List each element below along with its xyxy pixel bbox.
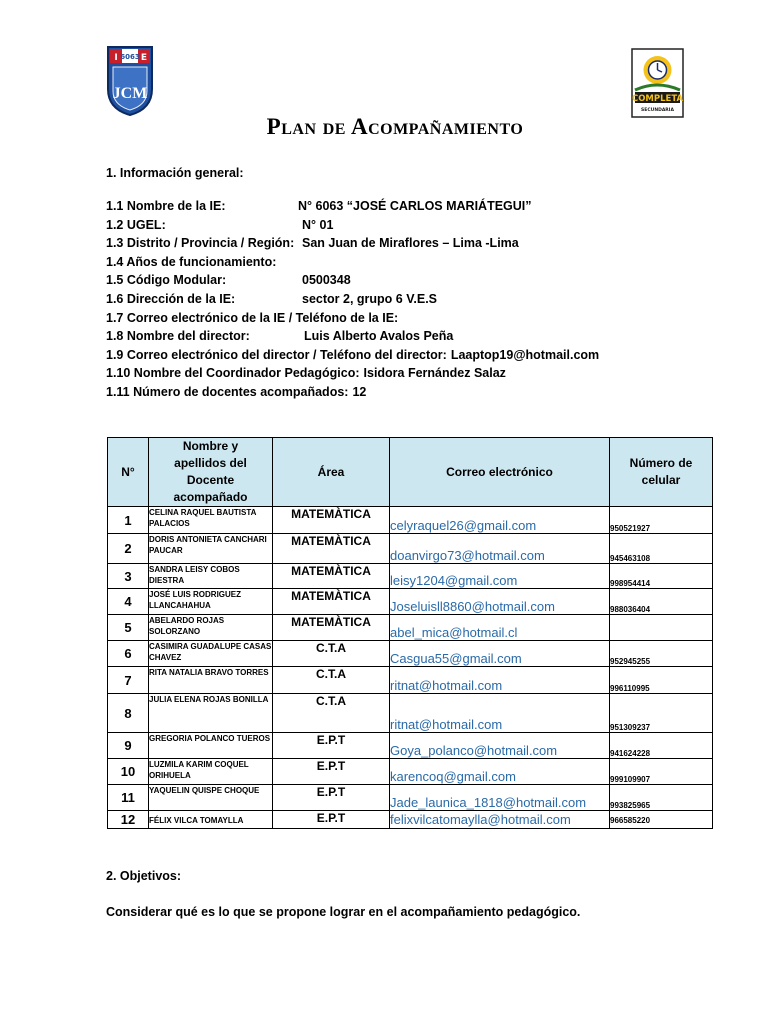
docente-email[interactable]: Jade_launica_1818@hotmail.com (390, 785, 610, 811)
row-number: 5 (108, 615, 149, 641)
header-correo: Correo electrónico (390, 438, 610, 507)
docente-phone: 950521927 (610, 507, 713, 534)
info-row (106, 366, 706, 385)
docente-area: MATEMÀTICA (273, 589, 390, 615)
table-row (108, 534, 713, 564)
info-value: Luis Alberto Avalos Peña (304, 329, 454, 344)
docente-name: LUZMILA KARIM COQUEL ORIHUELA (149, 759, 273, 785)
docente-area: C.T.A (273, 667, 390, 694)
docente-phone: 988036404 (610, 589, 713, 615)
docentes-table (107, 437, 713, 829)
docente-name: FÉLIX VILCA TOMAYLLA (149, 811, 273, 829)
row-number: 7 (108, 667, 149, 694)
info-label: 1.6 Dirección de la IE: (106, 291, 236, 306)
docente-name: SANDRA LEISY COBOS DIESTRA (149, 564, 273, 589)
header-nombre: Nombre y apellidos del Docente acompañado (149, 438, 273, 507)
row-number: 3 (108, 564, 149, 589)
section-2-title: 2. Objetivos: (106, 869, 182, 883)
info-label: 1.8 Nombre del director: (106, 329, 250, 344)
docente-name: DORIS ANTONIETA CANCHARI PAUCAR (149, 534, 273, 564)
crest-top-right-text: E (140, 53, 148, 63)
docente-name: CELINA RAQUEL BAUTISTA PALACIOS (149, 507, 273, 534)
crest-number-text: 6063 (120, 53, 140, 61)
docente-phone: 999109907 (610, 759, 713, 785)
info-row (106, 311, 706, 330)
table-row (108, 785, 713, 811)
row-number: 12 (108, 811, 149, 829)
docente-email[interactable]: leisy1204@gmail.com (390, 564, 610, 589)
docente-phone: 952945255 (610, 641, 713, 667)
docente-email[interactable]: abel_mica@hotmail.cl (390, 615, 610, 641)
docente-name: JOSÉ LUIS RODRIGUEZ LLANCAHAHUA (149, 589, 273, 615)
docente-name: JULIA ELENA ROJAS BONILLA (149, 694, 273, 733)
document-title: Plan de Acompañamiento (266, 114, 524, 139)
info-row (106, 329, 706, 348)
docente-phone: 996110995 (610, 667, 713, 694)
docente-email[interactable]: ritnat@hotmail.com (390, 694, 610, 733)
info-value: 0500348 (302, 273, 351, 288)
docente-area: C.T.A (273, 694, 390, 733)
docente-email[interactable]: ritnat@hotmail.com (390, 667, 610, 694)
docente-email[interactable]: felixvilcatomaylla@hotmail.com (390, 811, 610, 829)
info-row (106, 348, 706, 367)
header-area: Área (273, 438, 390, 507)
row-number: 4 (108, 589, 149, 615)
table-header-row (108, 438, 713, 507)
docente-area: C.T.A (273, 641, 390, 667)
row-number: 6 (108, 641, 149, 667)
table-row (108, 759, 713, 785)
info-value: Laaptop19@hotmail.com (450, 347, 600, 362)
objetivo-item (106, 905, 580, 919)
docente-phone: 993825965 (610, 785, 713, 811)
info-row (106, 255, 706, 274)
docente-name: ABELARDO ROJAS SOLORZANO (149, 615, 273, 641)
row-number: 8 (108, 694, 149, 733)
info-row (106, 273, 706, 292)
info-row (106, 292, 706, 311)
docente-name: CASIMIRA GUADALUPE CASAS CHAVEZ (149, 641, 273, 667)
docente-area: MATEMÀTICA (273, 615, 390, 641)
crest-top-left-text: I (114, 53, 118, 63)
docente-phone: 941624228 (610, 733, 713, 759)
docente-email[interactable]: celyraquel26@gmail.com (390, 507, 610, 534)
docente-area: E.P.T (273, 785, 390, 811)
table-row (108, 733, 713, 759)
info-label: 1.11 Número de docentes acompañados: (106, 384, 349, 399)
row-number: 2 (108, 534, 149, 564)
row-number: 9 (108, 733, 149, 759)
table-row (108, 667, 713, 694)
docente-phone: 966585220 (610, 811, 713, 829)
row-number: 10 (108, 759, 149, 785)
info-value: sector 2, grupo 6 V.E.S (302, 291, 438, 306)
logo-right-main-text: COMPLETA (631, 94, 684, 104)
docente-area: E.P.T (273, 759, 390, 785)
docente-phone (610, 615, 713, 641)
table-row (108, 589, 713, 615)
docente-email[interactable]: Casgua55@gmail.com (390, 641, 610, 667)
docente-email[interactable]: karencoq@gmail.com (390, 759, 610, 785)
row-number: 11 (108, 785, 149, 811)
table-row (108, 811, 713, 829)
info-row (106, 199, 706, 218)
docente-phone: 998954414 (610, 564, 713, 589)
docente-area: E.P.T (273, 733, 390, 759)
info-label: 1.2 UGEL: (106, 217, 166, 232)
info-value: N° 6063 “JOSÉ CARLOS MARIÁTEGUI” (298, 199, 532, 213)
table-row (108, 615, 713, 641)
info-value: N° 01 (302, 217, 334, 232)
table-row (108, 507, 713, 534)
row-number: 1 (108, 507, 149, 534)
info-label: 1.7 Correo electrónico de la IE / Teléfono de la IE: (106, 310, 399, 325)
docente-area: E.P.T (273, 811, 390, 829)
info-value: San Juan de Miraflores – Lima -Lima (302, 236, 519, 251)
info-label: 1.10 Nombre del Coordinador Pedagógico: (106, 366, 360, 381)
docente-phone: 951309237 (610, 694, 713, 733)
header-celular: Número de celular (610, 438, 713, 507)
info-label: 1.9 Correo electrónico del director / Teléfono del director: (106, 347, 447, 362)
info-label: 1.1 Nombre de la IE: (106, 199, 226, 213)
docente-area: MATEMÀTICA (273, 564, 390, 589)
header-num: N° (108, 438, 149, 507)
info-label: 1.5 Código Modular: (106, 273, 227, 288)
docente-area: MATEMÀTICA (273, 507, 390, 534)
section-1-title: 1. Información general: (106, 166, 244, 180)
info-row (106, 385, 706, 404)
info-label: 1.4 Años de funcionamiento: (106, 254, 277, 269)
docente-email[interactable]: doanvirgo73@hotmail.com (390, 534, 610, 564)
info-value: Isidora Fernández Salaz (363, 366, 506, 381)
info-row (106, 236, 706, 255)
logo-right-sub-text: SECUNDARIA (641, 108, 674, 113)
docente-name: RITA NATALIA BRAVO TORRES (149, 667, 273, 694)
docente-phone: 945463108 (610, 534, 713, 564)
info-label: 1.3 Distrito / Provincia / Región: (106, 236, 295, 251)
crest-monogram-text: JCM (112, 85, 148, 102)
table-row (108, 694, 713, 733)
docente-name: GREGORIA POLANCO TUEROS (149, 733, 273, 759)
table-row (108, 564, 713, 589)
info-list (106, 199, 706, 404)
docente-area: MATEMÀTICA (273, 534, 390, 564)
school-crest-icon (105, 43, 155, 117)
docente-name: YAQUELIN QUISPE CHOQUE (149, 785, 273, 811)
table-row (108, 641, 713, 667)
docente-email[interactable]: Joseluisll8860@hotmail.com (390, 589, 610, 615)
docente-email[interactable]: Goya_polanco@hotmail.com (390, 733, 610, 759)
info-row (106, 218, 706, 237)
info-value: 12 (352, 384, 367, 399)
jornada-escolar-completa-logo-icon (631, 48, 684, 118)
objetivo-text: Considerar qué es lo que se propone lograr en el acompañamiento pedagógico. (106, 905, 581, 919)
